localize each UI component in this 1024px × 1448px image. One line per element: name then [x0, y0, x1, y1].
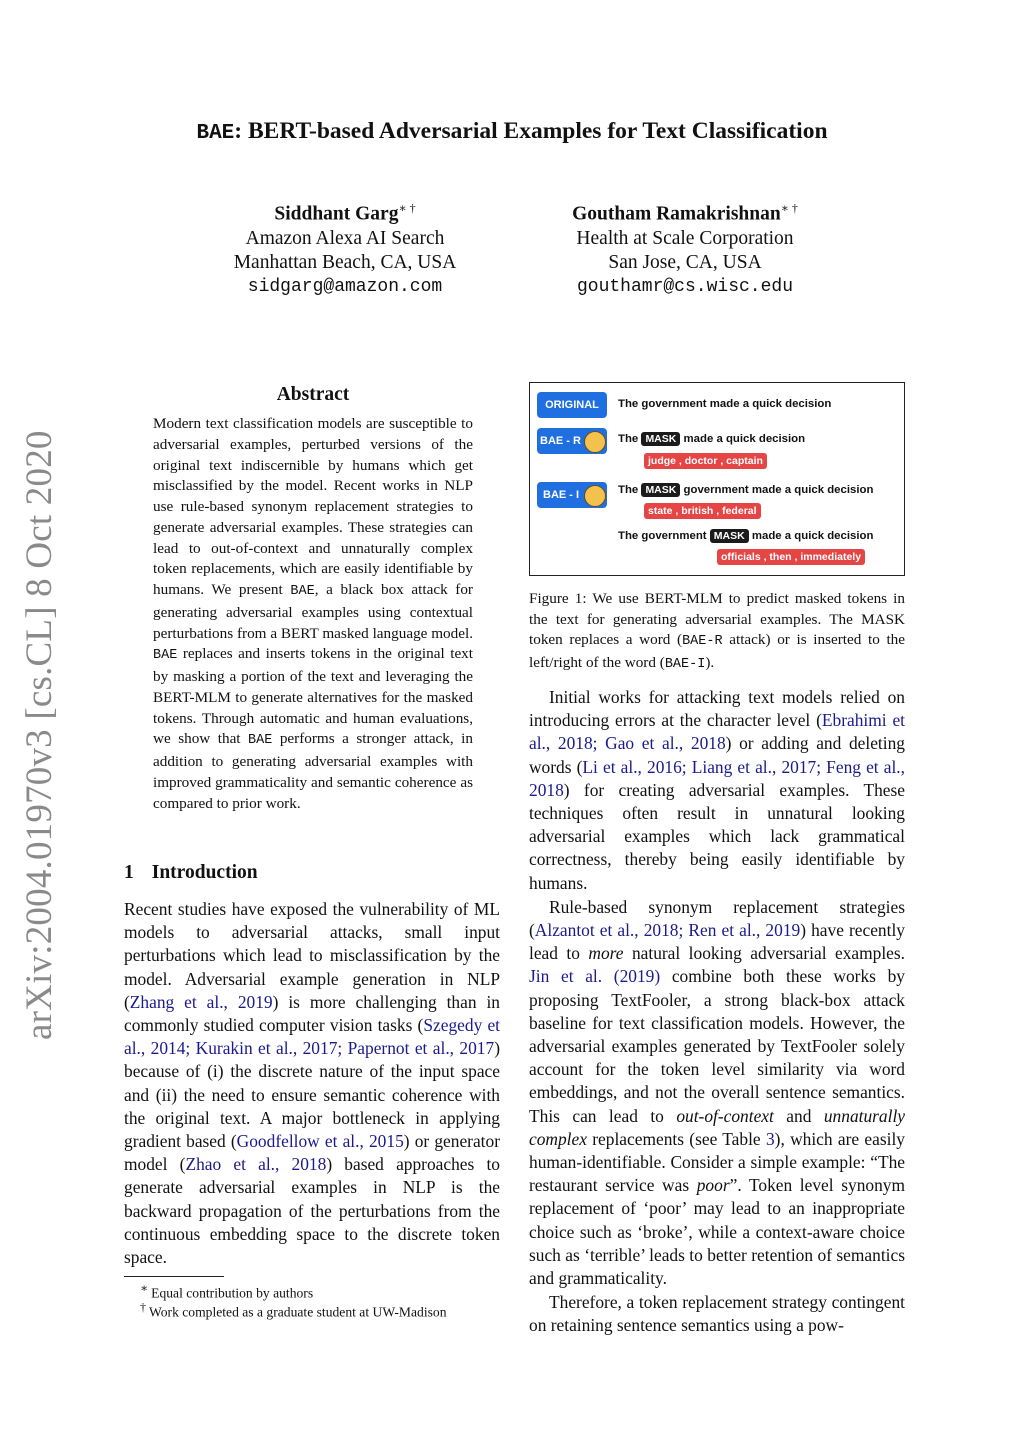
- bae-i-candidates-1: state , british , federal: [644, 503, 761, 519]
- author-name: Goutham Ramakrishnan: [572, 203, 781, 225]
- author-location: San Jose, CA, USA: [608, 251, 762, 273]
- bae-r-candidates: judge , doctor , captain: [644, 453, 767, 469]
- mask-token: MASK: [641, 432, 680, 446]
- abstract-text: Modern text classification models are susceptible to adversarial examples, perturbed versions of the original text indiscernible by humans which get misclassified by the model. Recent works in NLP use rule-based synonym replacement strategies to generate adversarial examples. These strategies can lead to out-of-context and unnaturally complex token replacements, which are easily identifiable by humans. We present BAE, a black box attack for generating adversarial examples using contextual perturbations from a BERT masked language model. BAE replaces and inserts tokens in the original text by masking a portion of the text and leveraging the BERT-MLM to generate alternatives for the masked tokens. Through automatic and human evaluations, we show that BAE performs a stronger attack, in addition to generating adversarial examples with improved grammaticality and semantic coherence as compared to prior work.: [153, 415, 473, 812]
- citation-link[interactable]: Li et al., 2016; Liang et al., 2017; Feng et al., 2018: [529, 756, 905, 800]
- mask-token: MASK: [641, 483, 680, 497]
- figure-caption: Figure 1: We use BERT-MLM to predict masked tokens in the text for generating adversarial examples. The MASK token replaces a word (BAE-R attack) or is inserted to the left/right of the word (BAE-I).: [529, 590, 905, 672]
- abstract-heading: Abstract: [276, 384, 350, 405]
- bert-mascot-icon: [584, 431, 606, 453]
- citation-link[interactable]: Goodfellow et al., 2015: [236, 1131, 404, 1152]
- citation-link[interactable]: Szegedy et al., 2014; Kurakin et al., 2017; Papernot et al., 2017: [124, 1015, 500, 1059]
- author-name: Siddhant Garg: [274, 203, 399, 225]
- footnote-2: † Work completed as a graduate student at UW-Madison: [140, 1300, 447, 1320]
- footnote-rule: [124, 1276, 224, 1277]
- author-email[interactable]: gouthamr@cs.wisc.edu: [576, 276, 794, 297]
- footnote-1: ∗ Equal contribution by authors: [140, 1281, 314, 1301]
- paragraph: Rule-based synonym replacement strategies (Alzantot et al., 2018; Ren et al., 2019) have recently lead to more natural looking adversarial examples. Jin et al. (2019) combine both these works by proposing TextFooler, a strong black-box attack baseline for text classification models. However, the adversarial examples generated by TextFooler solely account for the token level similarity via word embeddings, and not the overall sentence semantics. This can lead to out-of-context and unnaturally complex replacements (see Table 3), which are easily human-identifiable. Consider a simple example: “The restaurant service was poor”. Token level synonym replacement of ‘poor’ may lead to an inappropriate choice such as ‘broke’, while a context-aware choice such as ‘terrible’ leads to better retention of semantics and grammaticality.: [529, 896, 906, 1289]
- author-marks: ∗ †: [780, 201, 798, 215]
- figure-1: [529, 382, 905, 576]
- author-affiliation: Health at Scale Corporation: [576, 227, 794, 249]
- bae-i-label: BAE - I: [537, 482, 607, 508]
- author-email[interactable]: sidgarg@amazon.com: [247, 276, 443, 297]
- right-column-text: [529, 686, 905, 1338]
- author-marks: ∗ †: [398, 201, 416, 215]
- author-block-2: [535, 196, 835, 299]
- paragraph: Therefore, a token replacement strategy contingent on retaining sentence semantics using a pow-: [529, 1292, 905, 1336]
- table-ref-link[interactable]: 3: [765, 1128, 775, 1149]
- bert-mascot-icon: [584, 485, 606, 507]
- bae-r-sentence: The MASK made a quick decision: [618, 433, 806, 445]
- paragraph: Initial works for attacking text models relied on introducing errors at the character level (Ebrahimi et al., 2018; Gao et al., 2018) or adding and deleting words (Li et al., 2016; Liang et al., 2017; Feng et al., 2018) for creating adversarial examples. These techniques often result in unnatural looking adversarial examples which lack grammatical correctness, thereby being easily identifiable by humans.: [529, 687, 905, 893]
- citation-link[interactable]: Alzantot et al., 2018; Ren et al., 2019: [534, 920, 801, 941]
- original-label: ORIGINAL: [537, 392, 607, 418]
- title-rest: : BERT-based Adversarial Examples for Text Classification: [234, 118, 828, 144]
- citation-link[interactable]: Jin et al. (2019): [529, 966, 661, 987]
- arxiv-identifier: arXiv:2004.01970v3 [cs.CL] 8 Oct 2020: [19, 430, 60, 1040]
- paper-title: [0, 118, 1024, 145]
- author-location: Manhattan Beach, CA, USA: [233, 251, 457, 273]
- author-affiliation: Amazon Alexa AI Search: [245, 227, 445, 249]
- citation-link[interactable]: Zhang et al., 2019: [129, 991, 273, 1012]
- mask-token: MASK: [710, 529, 749, 543]
- original-sentence: The government made a quick decision: [618, 398, 832, 410]
- intro-paragraph: Recent studies have exposed the vulnerability of ML models to adversarial attacks, small input perturbations which lead to misclassification by the model. Adversarial example generation in NLP (Zhang et al., 2019) is more challenging than in commonly studied computer vision tasks (Szegedy et al., 2014; Kurakin et al., 2017; Papernot et al., 2017) because of (i) the discrete nature of the input space and (ii) the need to ensure semantic coherence with the original text. A major bottleneck in applying gradient based (Goodfellow et al., 2015) or generator model (Zhao et al., 2018) based approaches to generate adversarial examples in NLP is the backward propagation of the perturbations from the continuous embedding space to the discrete token space.: [124, 899, 500, 1268]
- title-acronym: BAE: [196, 122, 235, 145]
- citation-link[interactable]: Zhao et al., 2018: [185, 1154, 327, 1175]
- citation-link[interactable]: Ebrahimi et al., 2018; Gao et al., 2018: [529, 710, 905, 754]
- section-heading-introduction: 1 Introduction: [124, 862, 258, 883]
- bae-i-candidates-2: officials , then , immediately: [717, 549, 865, 565]
- bae-r-label: BAE - R: [537, 428, 607, 454]
- bae-i-sentence-1: The MASK government made a quick decision: [618, 484, 874, 496]
- bae-i-sentence-2: The government MASK made a quick decision: [618, 530, 874, 542]
- author-block-1: [195, 196, 495, 299]
